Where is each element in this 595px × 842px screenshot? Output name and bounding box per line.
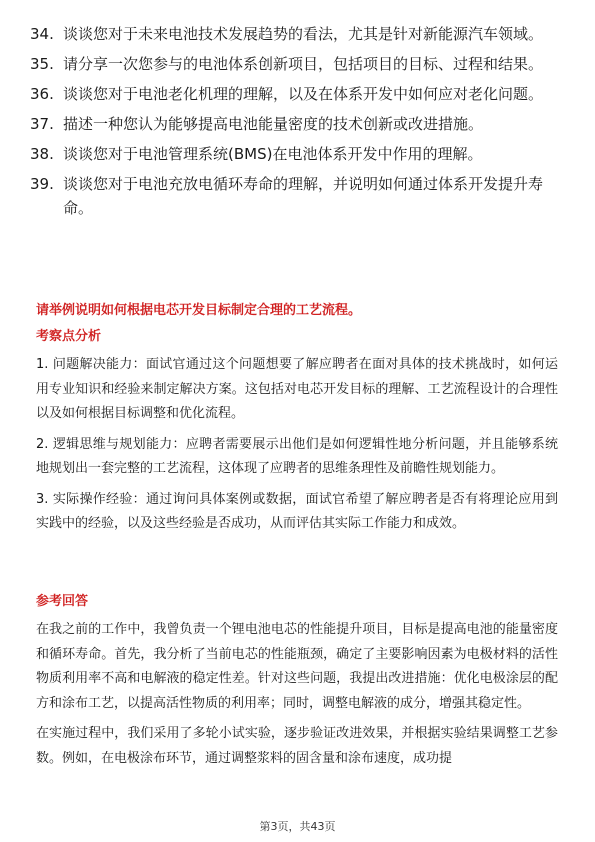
analysis-point: 1. 问题解决能力：面试官通过这个问题想要了解应聘者在面对具体的技术挑战时，如何运用专业知识和经验来制定解决方案。这包括对电芯开发目标的理解、工艺流程设计的合理性以及如何根据目标调整和优化流程。	[36, 357, 558, 421]
question-number: 36.	[30, 85, 54, 103]
question-number: 38.	[30, 145, 54, 163]
list-item	[30, 142, 570, 166]
analysis-point: 3. 实际操作经验：通过询问具体案例或数据，面试官希望了解应聘者是否有将理论应用到实践中的经验，以及这些经验是否成功，从而评估其实际工作能力和成效。	[36, 491, 558, 531]
main-question-section	[36, 301, 558, 321]
analysis-heading: 考察点分析	[36, 329, 102, 344]
list-item	[30, 172, 570, 220]
analysis-point: 2. 逻辑思维与规划能力：应聘者需要展示出他们是如何逻辑性地分析问题，并且能够系统地规划出一套完整的工艺流程，这体现了应聘者的思维条理性及前瞻性规划能力。	[36, 436, 558, 476]
question-text: 谈谈您对于未来电池技术发展趋势的看法，尤其是针对新能源汽车领域。	[63, 25, 544, 43]
question-text: 谈谈您对于电池管理系统(BMS)在电池体系开发中作用的理解。	[63, 145, 483, 163]
answer-paragraph: 在实施过程中，我们采用了多轮小试实验，逐步验证改进效果，并根据实验结果调整工艺参数。例如，在电极涂布环节，通过调整浆料的固含量和涂布速度，成功提	[36, 726, 558, 766]
list-item	[30, 82, 570, 106]
question-number: 34.	[30, 25, 54, 43]
question-number: 37.	[30, 115, 54, 133]
answer-section	[36, 592, 558, 771]
question-text: 描述一种您认为能够提高电池能量密度的技术创新或改进措施。	[63, 115, 484, 133]
question-number: 39.	[30, 175, 54, 193]
main-question-title: 请举例说明如何根据电芯开发目标制定合理的工艺流程。	[36, 303, 362, 318]
page-footer: 第3页，共43页	[259, 820, 336, 833]
question-text: 谈谈您对于电池老化机理的理解，以及在体系开发中如何应对老化问题。	[63, 85, 544, 103]
question-list	[30, 22, 570, 226]
list-item	[30, 22, 570, 46]
list-item	[30, 52, 570, 76]
question-text: 请分享一次您参与的电池体系创新项目，包括项目的目标、过程和结果。	[63, 55, 544, 73]
answer-paragraph: 在我之前的工作中，我曾负责一个锂电池电芯的性能提升项目，目标是提高电池的能量密度和循环寿命。首先，我分析了当前电芯的性能瓶颈，确定了主要影响因素为电极材料的活性物质利用率不高和电解液的稳定性差。针对这些问题，我提出改进措施：优化电极涂层的配方和涂布工艺，以提高活性物质的利用率；同时，调整电解液的成分，增强其稳定性。	[36, 622, 558, 711]
analysis-section	[36, 327, 558, 537]
question-number: 35.	[30, 55, 54, 73]
list-item	[30, 112, 570, 136]
question-text: 谈谈您对于电池充放电循环寿命的理解，并说明如何通过体系开发提升寿命。	[63, 175, 544, 217]
answer-heading: 参考回答	[36, 594, 89, 609]
